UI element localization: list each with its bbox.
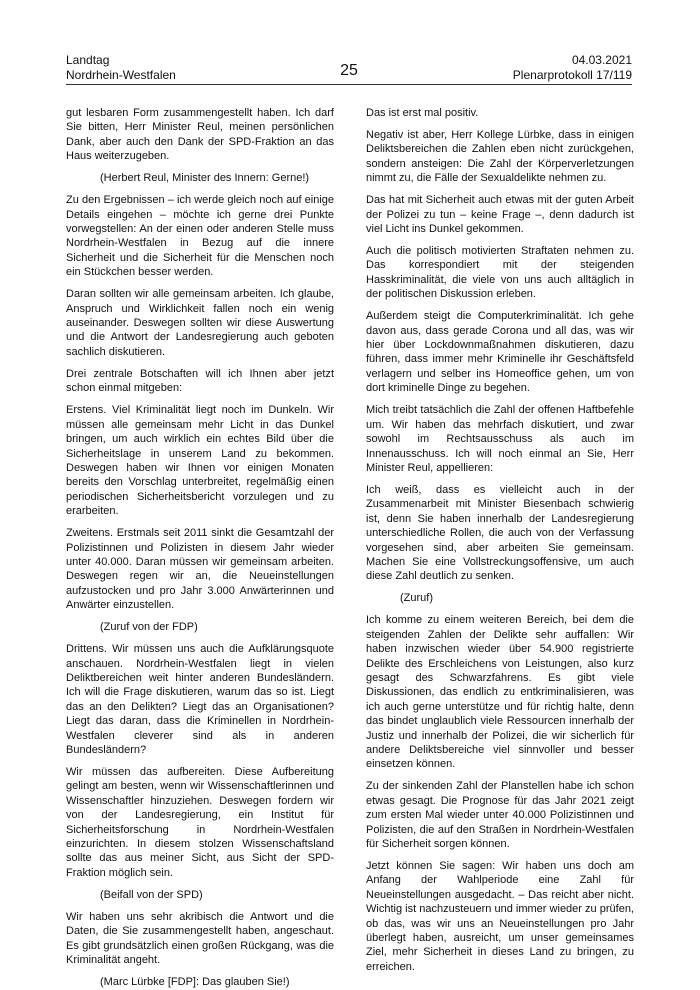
paragraph: Wir haben uns sehr akribisch die Antwort und die Daten, die Sie zusammengestellt haben, angeschaut. Es gibt grundsätzlich einen großen Rückgang, was die Kriminalität angeht. xyxy=(66,910,334,967)
interjection: (Zuruf von der FDP) xyxy=(100,621,198,634)
right-column xyxy=(366,106,634,973)
paragraph: Negativ ist aber, Herr Kollege Lürbke, dass in einigen Deliktsbereichen die Zahlen eben nicht zurückgehen, sondern ansteigen: Die Zahl der Körperverletzungen nimmt zu, die Fälle der Sexualdelikte nehmen zu. xyxy=(366,129,634,185)
paragraph: Das hat mit Sicherheit auch etwas mit der guten Arbeit der Polizei zu tun – keine Frage –, denn dadurch ist viel Licht ins Dunkel gekommen. xyxy=(366,194,634,236)
paragraph: Wir müssen das aufbereiten. Diese Aufbereitung gelingt am besten, wenn wir Wissenschaftlerinnen und Wissenschaftler hinzuziehen. Deswegen fordern wir von der Landesregierung, ein Institut für Sicherheitsforschung in Nordrhein-Westfalen einzurichten. In diesem stolzen Wissenschaftsland sollte das aus meiner Sicht, aus Sicht der SPD-Fraktion möglich sein. xyxy=(66,766,334,879)
header-right xyxy=(513,53,632,83)
interjection: (Zuruf) xyxy=(400,592,433,605)
interjection: (Beifall von der SPD) xyxy=(100,888,203,901)
page-number: 25 xyxy=(340,62,358,79)
paragraph: Zweitens. Erstmals seit 2011 sinkt die Gesamtzahl der Polizistinnen und Polizisten in diesem Jahr wieder unter 40.000. Daran müssen wir gemeinsam arbeiten. Deswegen regen wir an, die Neueinstellungen aufzustocken und pro Jahr 3.000 Anwärterinnen und Anwärter einzustellen. xyxy=(66,527,334,612)
header-rule xyxy=(66,84,632,85)
paragraph: Jetzt können Sie sagen: Wir haben uns doch am Anfang der Wahlperiode eine Zahl für Neueinstellungen ausgedacht. – Das reicht aber nicht. Wichtig ist nachzusteuern und immer wieder zu prüfen, ob das, was wir uns an Neueinstellungen pro Jahr überlegt haben, ausreicht, um unser gemeinsames Ziel, mehr Sicherheit in dieses Land zu bringen, zu erreichen. xyxy=(366,860,634,973)
paragraph: Zu den Ergebnissen – ich werde gleich noch auf einige Details eingehen – möchte ich gerne drei Punkte vorwegstellen: An der einen oder anderen Stelle muss Nordrhein-Westfalen in Bezug auf die innere Sicherheit und die Sicherheit für die Menschen noch ein Stückchen besser werden. xyxy=(66,194,334,279)
interjection: (Herbert Reul, Minister des Innern: Gerne!) xyxy=(100,172,310,185)
paragraph: Zu der sinkenden Zahl der Planstellen habe ich schon etwas gesagt. Die Prognose für das Jahr 2021 zeigt zum ersten Mal wieder unter 40.000 Polizistinnen und Polizisten, die auf den Straßen in Nordrhein-Westfalen für Sicherheit sorgen können. xyxy=(366,780,634,851)
paragraph: gut lesbaren Form zusammengestellt haben. Ich darf Sie bitten, Herr Minister Reul, meinen persönlichen Dank, aber auch den Dank der SPD-Fraktion an das Haus weiterzugeben. xyxy=(66,107,334,163)
paragraph: Das ist erst mal positiv. xyxy=(366,107,479,119)
paragraph: Drittens. Wir müssen uns auch die Aufklärungsquote anschauen. Nordrhein-Westfalen liegt in vielen Deliktbereichen weit hinter anderen Bundesländern. Ich will die Frage diskutieren, warum das so ist. Liegt das an den Delikten? Liegt das an Organisationen? Liegt das daran, dass die Kriminellen in Nordrhein-Westfalen cleverer sind als in anderen Bundesländern? xyxy=(66,643,334,756)
session-date: 04.03.2021 xyxy=(571,53,632,67)
paragraph: Ich komme zu einem weiteren Bereich, bei dem die steigenden Zahlen der Delikte sehr auffallen: Wir haben inzwischen wieder über 54.900 registrierte Delikte des Erschleichens von Leistungen, also kurz gesagt des Schwarzfahrens. Es gibt viele Diskussionen, das endlich zu entkriminalisieren, was ich auch gerne unterstütze und für richtig halte, denn das bindet unglaublich viele Ressourcen innerhalb der Justiz und innerhalb der Polizei, die wir sicherlich für andere Deliktsbereiche viel sinnvoller und besser einsetzen können. xyxy=(366,614,634,771)
paragraph: Ich weiß, dass es vielleicht auch in der Zusammenarbeit mit Minister Biesenbach schwierig ist, denn Sie haben innerhalb der Landesregierung unterschiedliche Rollen, die auch von der Verfassung vorgesehen sind, aber arbeiten Sie gemeinsam. Machen Sie eine Vollstreckungsoffensive, um auch diese Zahl deutlich zu senken. xyxy=(366,483,634,583)
protocol-number: Plenarprotokoll 17/119 xyxy=(512,68,632,82)
interjection: (Marc Lürbke [FDP]: Das glauben Sie!) xyxy=(100,976,290,989)
paragraph: Außerdem steigt die Computerkriminalität. Ich gehe davon aus, dass gerade Corona und all das, was wir hier über Lockdownmaßnahmen diskutieren, dazu führen, dass immer mehr Kriminelle ihr Geschäftsfeld verlagern und selber ins Homeoffice gehen, um von dort kriminelle Dinge zu begehen. xyxy=(366,310,634,395)
state-name: Nordrhein-Westfalen xyxy=(66,68,176,82)
paragraph: Mich treibt tatsächlich die Zahl der offenen Haftbefehle um. Wir haben das mehrfach diskutiert, und zwar sowohl im Rechtsausschuss als auch im Innenausschuss. Ich will noch einmal an Sie, Herr Minister Reul, appellieren: xyxy=(366,404,634,474)
paragraph: Daran sollten wir alle gemeinsam arbeiten. Ich glaube, Anspruch und Wirklichkeit fallen noch ein wenig auseinander. Deswegen sollten wir diese Auswertung und die Antwort der Landesregierung auch geboten sachlich diskutieren. xyxy=(66,288,334,358)
paragraph: Drei zentrale Botschaften will ich Ihnen aber jetzt schon einmal mitgeben: xyxy=(66,367,334,395)
left-column xyxy=(66,106,334,989)
page-header xyxy=(66,53,632,83)
paragraph: Auch die politisch motivierten Straftaten nehmen zu. Das korrespondiert mit der steigenden Hasskriminalität, die viele von uns auch alltäglich in der politischen Diskussion erleben. xyxy=(366,245,634,301)
paragraph: Erstens. Viel Kriminalität liegt noch im Dunkeln. Wir müssen alle gemeinsam mehr Licht in das Dunkel bringen, um auch wirklich ein echtes Bild über die Sicherheitslage in unserem Land zu bekommen. Deswegen haben wir Ihnen vor einigen Monaten bereits den Vorschlag unterbreitet, regelmäßig einen periodischen Sicherheitsbericht vorzulegen und zu erarbeiten. xyxy=(66,404,334,518)
parliament-name: Landtag xyxy=(66,53,110,67)
